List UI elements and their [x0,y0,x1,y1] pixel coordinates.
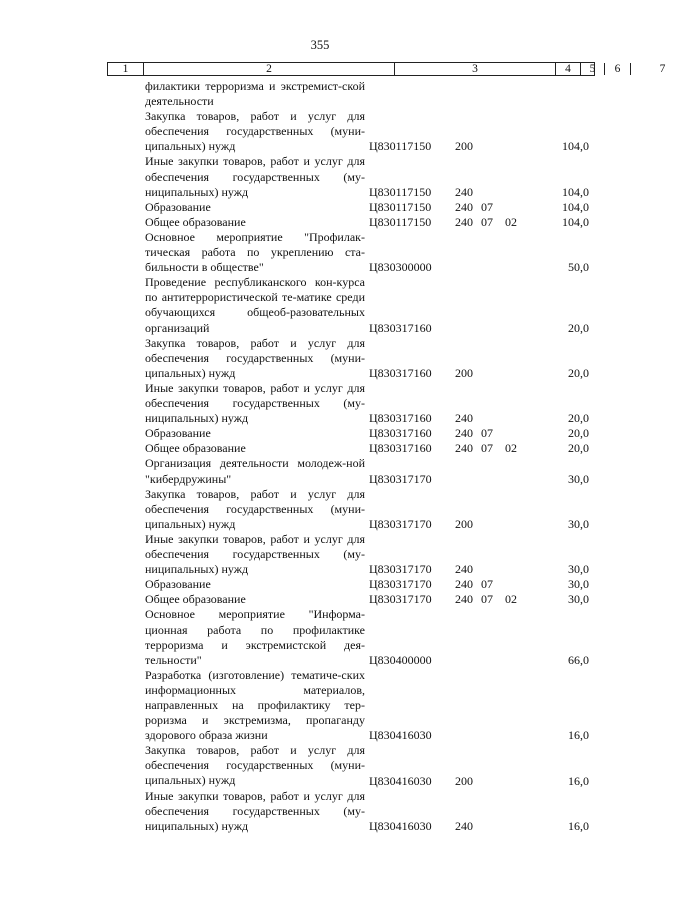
row-amount: 104,0 [562,199,589,214]
row-target-code: Ц830416030 [369,728,432,743]
row-amount: 20,0 [568,411,589,426]
row-values [0,215,640,230]
row-target-code: Ц830317160 [369,320,432,335]
table-row [0,668,640,744]
table-row [0,789,640,834]
row-target-code: Ц830317160 [369,426,432,441]
row-values [0,592,640,607]
header-col-7: 7 [659,63,666,75]
row-subsection: 02 [505,214,517,229]
row-values [0,441,640,456]
row-description: Иные закупки товаров, работ и услуг для обеспечения государственных (му-ниципальных) нужд [145,531,365,577]
row-amount: 20,0 [568,441,589,456]
row-target-code: Ц830317170 [369,592,432,607]
row-expense-type: 240 [455,577,473,592]
table-row [0,487,640,532]
row-description: Закупка товаров, работ и услуг для обеспечения государственных (муни-ципальных) нужд [145,109,365,154]
row-description: Организация деятельности молодеж-ной "кибердружины" [145,456,365,486]
row-amount: 30,0 [568,562,589,577]
row-amount: 104,0 [562,139,589,154]
row-amount: 20,0 [568,320,589,335]
header-col-6: 6 [605,63,631,75]
row-expense-type: 240 [455,562,473,577]
table-row [0,743,640,788]
table-row [0,336,640,381]
row-amount: 30,0 [568,471,589,486]
row-values [0,321,640,336]
table-row [0,426,640,441]
row-values [0,819,640,834]
row-target-code: Ц830416030 [369,773,432,788]
row-values [0,653,640,668]
row-target-code: Ц830117150 [369,199,432,214]
row-target-code: Ц830400000 [369,652,432,667]
row-expense-type: 240 [455,214,473,229]
row-description: Разработка (изготовление) тематиче-ских информационных материалов, направленных на профилактику тер-роризма и экстремизма, пропаганду здорового образа жизни [145,667,365,743]
table-header [107,62,666,76]
row-expense-type: 200 [455,139,473,154]
row-expense-type: 240 [455,441,473,456]
row-amount: 30,0 [568,577,589,592]
row-section: 07 [481,441,493,456]
row-description: Иные закупки товаров, работ и услуг для обеспечения государственных (му-ниципальных) нужд [145,154,365,199]
row-expense-type: 240 [455,184,473,199]
row-values [0,577,640,592]
row-values [0,200,640,215]
header-col-1: 1 [108,63,144,75]
row-amount: 66,0 [568,652,589,667]
row-section: 07 [481,426,493,441]
row-description: Основное мероприятие "Профилак-тическая работа по укреплению ста-бильности в обществе" [145,229,365,275]
row-description: Образование [145,199,211,214]
row-amount: 50,0 [568,260,589,275]
row-description: Общее образование [145,592,246,607]
row-description: Образование [145,426,211,441]
table-row [0,230,640,275]
header-col-4: 4 [556,63,581,75]
row-section: 07 [481,592,493,607]
row-values [0,562,640,577]
row-description: Иные закупки товаров, работ и услуг для обеспечения государственных (му-ниципальных) нужд [145,788,365,833]
row-values [0,426,640,441]
row-values [0,472,640,487]
row-values [0,185,640,200]
row-expense-type: 200 [455,516,473,531]
row-amount: 16,0 [568,773,589,788]
row-expense-type: 240 [455,592,473,607]
row-amount: 16,0 [568,818,589,833]
row-amount: 20,0 [568,426,589,441]
row-target-code: Ц830317170 [369,562,432,577]
table-row [0,200,640,215]
header-col-2: 2 [144,63,395,75]
page-number: 355 [310,38,330,52]
row-section: 07 [481,577,493,592]
row-description: Закупка товаров, работ и услуг для обеспечения государственных (муни-ципальных) нужд [145,335,365,380]
row-values [0,728,640,743]
row-values [0,774,640,789]
row-values [0,517,640,532]
table-row [0,215,640,230]
row-values [0,139,640,154]
table-row [0,577,640,592]
table-row [0,532,640,577]
row-amount: 104,0 [562,214,589,229]
header-col-5: 5 [581,63,605,75]
row-target-code: Ц830317170 [369,471,432,486]
table-row [0,592,640,607]
row-section: 07 [481,214,493,229]
row-values [0,260,640,275]
row-description: Общее образование [145,441,246,456]
table-row [0,154,640,199]
row-description: Закупка товаров, работ и услуг для обеспечения государственных (муни-ципальных) нужд [145,743,365,788]
row-target-code: Ц830317160 [369,441,432,456]
row-subsection: 02 [505,441,517,456]
table-row [0,607,640,667]
row-description: Основное мероприятие "Информа-ционная работа по профилактике терроризма и экстремистской дея-тельности" [145,607,365,667]
table-body [0,79,640,834]
row-description: филактики терроризма и экстремист-ской деятельности [145,79,365,109]
row-expense-type: 240 [455,818,473,833]
row-target-code: Ц830317160 [369,365,432,380]
row-target-code: Ц830317160 [369,411,432,426]
row-target-code: Ц830117150 [369,139,432,154]
row-values [0,94,640,109]
table-row [0,109,640,154]
row-description: Иные закупки товаров, работ и услуг для обеспечения государственных (му-ниципальных) нужд [145,380,365,426]
table-row [0,456,640,486]
table-row [0,79,640,109]
row-target-code: Ц830317170 [369,516,432,531]
row-target-code: Ц830416030 [369,818,432,833]
row-amount: 20,0 [568,365,589,380]
row-description: Закупка товаров, работ и услуг для обеспечения государственных (муни-ципальных) нужд [145,486,365,531]
row-amount: 30,0 [568,516,589,531]
row-target-code: Ц830117150 [369,184,432,199]
row-expense-type: 240 [455,199,473,214]
row-amount: 104,0 [562,184,589,199]
row-amount: 30,0 [568,592,589,607]
row-expense-type: 200 [455,365,473,380]
row-description: Образование [145,577,211,592]
row-target-code: Ц830317170 [369,577,432,592]
row-expense-type: 240 [455,411,473,426]
row-description: Общее образование [145,214,246,229]
row-expense-type: 240 [455,426,473,441]
row-values [0,411,640,426]
row-expense-type: 200 [455,773,473,788]
table-row [0,441,640,456]
row-description: Проведение республиканского кон-курса по антитеррористической те-матике среди обучающихся общеоб-разовательных организаций [145,275,365,335]
table-row [0,275,640,335]
row-amount: 16,0 [568,728,589,743]
row-values [0,366,640,381]
row-target-code: Ц830117150 [369,214,432,229]
header-col-3: 3 [395,63,556,75]
table-row [0,381,640,426]
row-subsection: 02 [505,592,517,607]
row-target-code: Ц830300000 [369,260,432,275]
row-section: 07 [481,199,493,214]
